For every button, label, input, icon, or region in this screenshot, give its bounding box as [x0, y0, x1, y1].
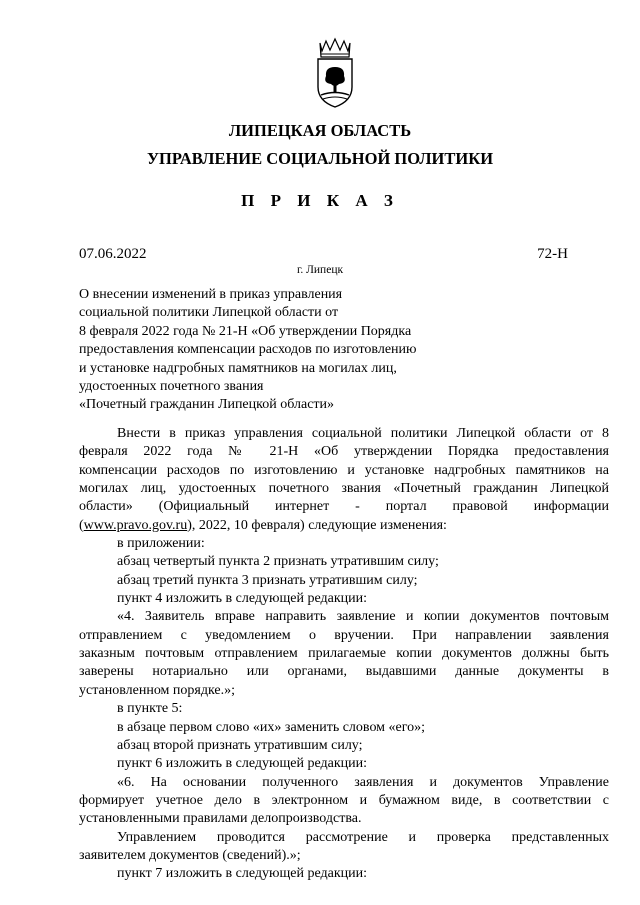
body-line: области» (Официальный интернет - портал правовой информации — [79, 499, 609, 515]
body-line: «4. Заявитель вправе направить заявление и копии документов почтовым — [117, 609, 609, 625]
body-line: компенсации расходов по изготовлению и установке надгробных памятников на — [79, 462, 609, 478]
pravo-link[interactable]: www.pravo.gov.ru — [83, 517, 188, 533]
body-line-with-link — [79, 517, 609, 535]
body-line: установленными правилами делопроизводства. — [79, 811, 362, 827]
list-item: абзац второй признать утратившим силу; — [117, 737, 363, 753]
subject-line: удостоенных почетного звания — [79, 379, 264, 395]
body-line: «6. На основании полученного заявления и документов Управление — [117, 774, 609, 790]
paren-open: ( — [79, 517, 84, 533]
body-line: февраля 2022 года № 21-Н «Об утверждении Порядка предоставления — [79, 444, 609, 460]
subject-line: О внесении изменений в приказ управления — [79, 287, 343, 302]
list-item: в пункте 5: — [117, 701, 183, 717]
list-item: абзац четвертый пункта 2 признать утратившим силу; — [117, 554, 439, 570]
document-city: г. Липецк — [296, 264, 344, 276]
subject-line: 8 февраля 2022 года № 21-Н «Об утверждении Порядка — [79, 323, 412, 339]
document-date: 07.06.2022 — [79, 246, 147, 262]
list-item: пункт 6 изложить в следующей редакции: — [117, 756, 367, 772]
subject-line: социальной политики Липецкой области от — [79, 305, 339, 321]
document-subject — [79, 286, 499, 415]
body-line: формирует учетное дело в электронном и бумажном виде, в соответствии с — [79, 792, 609, 808]
document-type-title: П Р И К А З — [241, 191, 399, 210]
coat-of-arms-icon — [311, 37, 359, 109]
subject-line: предоставления компенсации расходов по изготовлению — [79, 342, 417, 358]
body-line: заявителем документов (сведений).»; — [79, 847, 301, 863]
department-name: УПРАВЛЕНИЕ СОЦИАЛЬНОЙ ПОЛИТИКИ — [146, 149, 494, 168]
list-item: в абзаце первом слово «их» заменить словом «его»; — [117, 719, 426, 735]
subject-line: и установке надгробных памятников на могилах лиц, — [79, 360, 397, 376]
document-number: 72-Н — [537, 246, 568, 262]
body-line: отправлением с уведомлением о вручении. При направлении заявления — [79, 627, 609, 643]
body-line: могилах лиц, удостоенных почетного звания «Почетный гражданин Липецкой — [79, 481, 609, 497]
list-item: пункт 4 изложить в следующей редакции: — [117, 591, 367, 607]
body-line: заверены нотариально или органами, выдавшими данные документы в — [79, 664, 609, 680]
document-body — [79, 425, 609, 884]
list-item: в приложении: — [117, 536, 205, 552]
list-item: абзац третий пункта 3 признать утратившим силу; — [117, 572, 418, 588]
body-line: установленном порядке.»; — [79, 682, 236, 698]
body-line: Управлением проводится рассмотрение и проверка представленных — [117, 829, 609, 845]
region-name: ЛИПЕЦКАЯ ОБЛАСТЬ — [228, 121, 412, 140]
body-line: Внести в приказ управления социальной политики Липецкой области от 8 — [117, 426, 609, 441]
subject-line: «Почетный гражданин Липецкой области» — [79, 397, 335, 413]
body-line: заказным почтовым отправлением прилагаемые копии документов должны быть — [79, 646, 609, 662]
list-item: пункт 7 изложить в следующей редакции: — [117, 866, 367, 882]
body-line-tail: ), 2022, 10 февраля) следующие изменения: — [187, 517, 447, 533]
